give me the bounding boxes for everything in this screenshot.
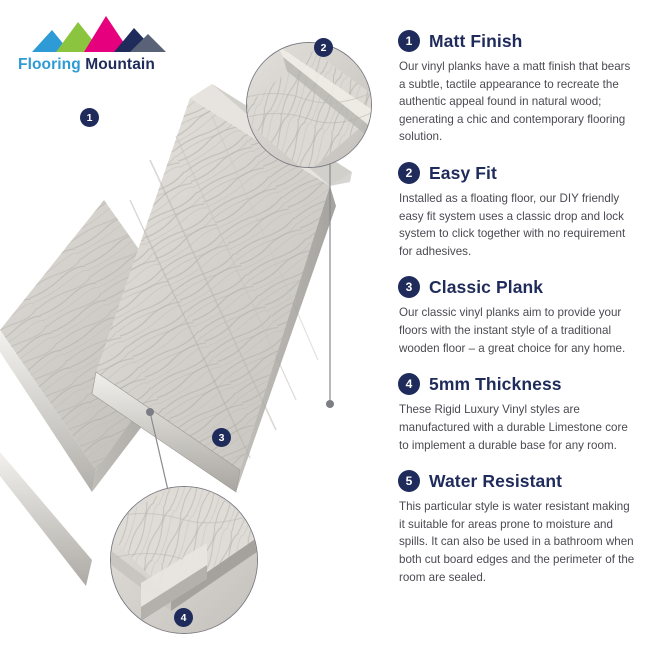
brand-wordmark <box>18 56 198 74</box>
feature-body-4: These Rigid Luxury Vinyl styles are manufactured with a durable Limestone core to implement a durable base for any room. <box>399 403 628 452</box>
feature-title-3: Classic Plank <box>429 276 544 297</box>
leader-dot-4 <box>146 408 154 416</box>
feature-title-5: Water Resistant <box>429 470 563 491</box>
feature-list <box>398 30 638 602</box>
brand-name-part2: Mountain <box>85 56 155 73</box>
feature-badge-2: 2 <box>398 162 420 184</box>
feature-item-3 <box>398 276 638 357</box>
mountain-logo-icon <box>30 14 170 54</box>
callout-marker-3[interactable]: 3 <box>212 428 231 447</box>
feature-title-4: 5mm Thickness <box>429 373 562 394</box>
callout-marker-4[interactable]: 4 <box>174 608 193 627</box>
feature-title-1: Matt Finish <box>429 30 523 51</box>
leader-dot-2 <box>326 400 334 408</box>
feature-body-2: Installed as a floating floor, our DIY friendly easy fit system uses a classic drop and lock system to click together with no requirement for adhesives. <box>399 192 626 258</box>
callout-marker-2[interactable]: 2 <box>314 38 333 57</box>
callout-circle-easy-fit <box>246 42 372 168</box>
feature-item-5 <box>398 470 638 586</box>
feature-header <box>398 162 638 184</box>
feature-header <box>398 276 638 298</box>
feature-body-3: Our classic vinyl planks aim to provide your floors with the instant style of a traditional wooden floor – a great choice for any home. <box>399 306 626 355</box>
feature-body-5: This particular style is water resistant making it suitable for areas prone to moisture and spills. It can also be used in a bathroom when both cut board edges and the perimeter of the room are sealed. <box>399 500 635 584</box>
callout-marker-1[interactable]: 1 <box>80 108 99 127</box>
feature-badge-3: 3 <box>398 276 420 298</box>
feature-item-1 <box>398 30 638 146</box>
brand-logo[interactable] <box>18 14 198 80</box>
brand-name-part1: Flooring <box>18 56 81 73</box>
feature-body-1: Our vinyl planks have a matt finish that bears a subtle, tactile appearance to recreate the authentic appeal found in natural wood; generating a chic and contemporary flooring solution. <box>399 60 631 144</box>
feature-title-2: Easy Fit <box>429 162 497 183</box>
feature-header <box>398 470 638 492</box>
feature-badge-4: 4 <box>398 373 420 395</box>
feature-badge-1: 1 <box>398 30 420 52</box>
feature-item-2 <box>398 162 638 260</box>
feature-header <box>398 30 638 52</box>
feature-item-4 <box>398 373 638 454</box>
feature-badge-5: 5 <box>398 470 420 492</box>
feature-header <box>398 373 638 395</box>
